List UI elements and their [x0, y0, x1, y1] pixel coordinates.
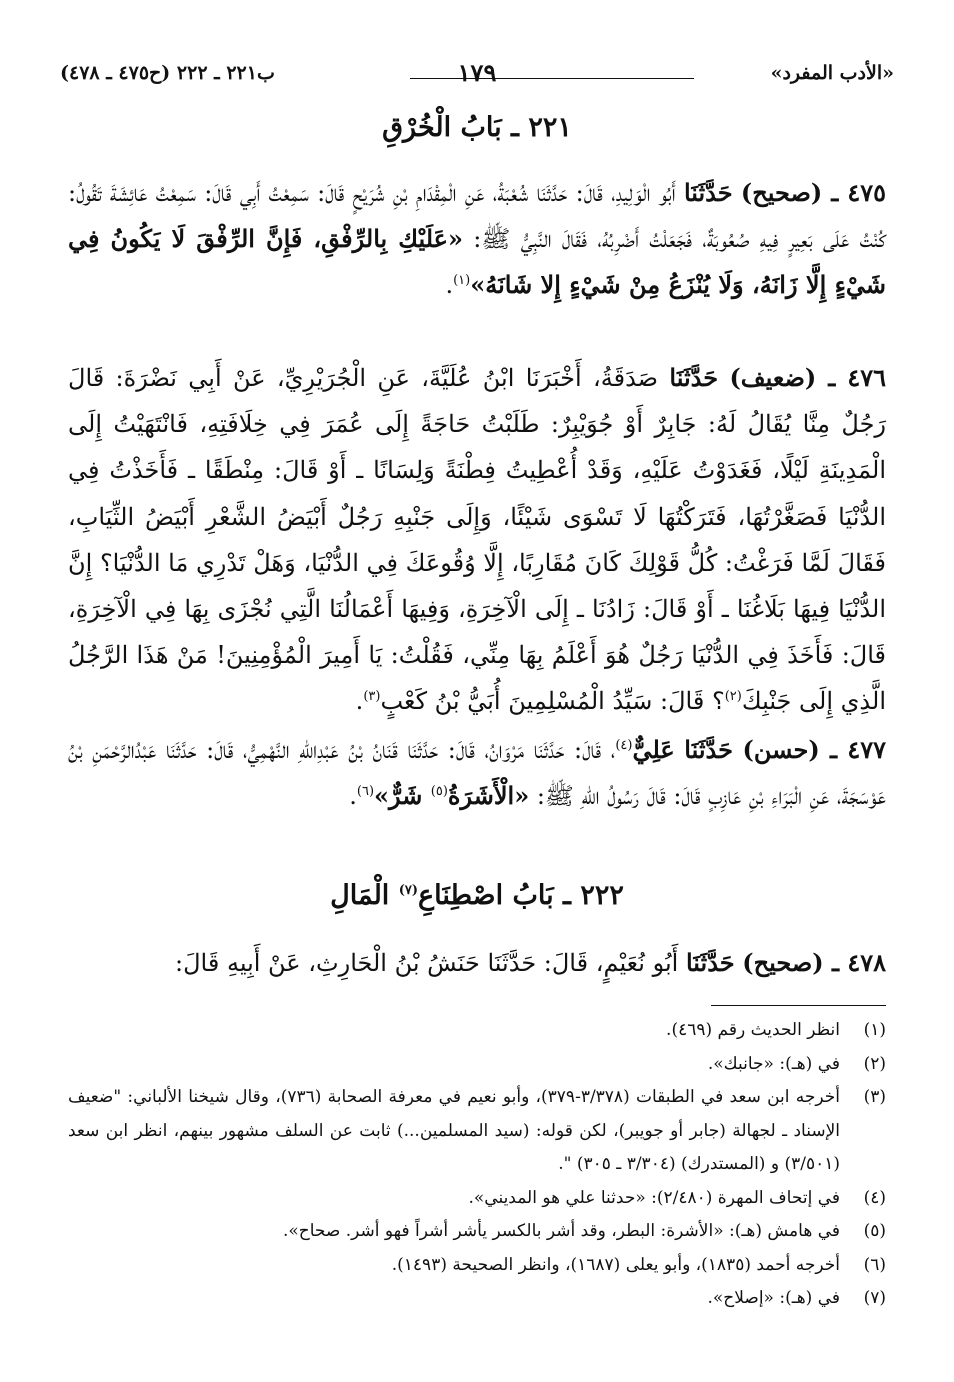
chapter-title-a: ٢٢٢ ـ بَابُ اصْطِنَاعِ: [418, 880, 624, 911]
footnote-text: في إتحاف المهرة (٢/٤٨٠): «حدثنا علي هو المديني».: [468, 1187, 840, 1208]
header-rule-left: [410, 78, 570, 79]
chapter-title-221: ٢٢١ ـ بَابُ الْخُرْقِ: [382, 112, 572, 143]
footnote: [68, 1014, 886, 1048]
footnote-number: (٢): [863, 1053, 886, 1074]
hadith-478: [68, 940, 886, 986]
footnote-number: (٣): [863, 1087, 886, 1107]
hadith-end: .: [355, 687, 364, 716]
hadith-end: .: [445, 271, 454, 300]
header-ref: ب٢٢١ ـ ٢٢٢ (ح٤٧٥ ـ ٤٧٨): [60, 62, 275, 84]
footnote-text: أخرجه أحمد (١٨٣٥)، وأبو يعلى (١٦٨٧)، وانظر الصحيحة (١٤٩٣).: [391, 1254, 840, 1275]
footnote-number: (١): [863, 1020, 886, 1040]
hadith-477: [68, 727, 886, 819]
chapter-title-b: الْمَالِ: [330, 880, 399, 911]
footnote-separator: [711, 1005, 886, 1006]
haddathana: حَدَّثَنَا: [669, 363, 719, 392]
hadith-text: أَبُو نُعَيْمٍ، قَالَ: حَدَّثَنَا حَنَشُ بْنُ الْحَارِثِ، عَنْ أَبِيهِ قَالَ:: [175, 949, 679, 977]
haddathana: حَدَّثَنَا: [684, 735, 733, 764]
footnotes: [68, 1014, 886, 1316]
running-header: [60, 58, 894, 92]
footnote: [68, 1215, 886, 1249]
hadith-grade: ٤٧٥ ـ (صحيح): [740, 178, 886, 207]
footnote-ref-6: (٦): [356, 784, 375, 800]
hadith-476: [68, 355, 886, 725]
footnote-number: (٦): [863, 1254, 886, 1275]
chapter-title-222: [60, 880, 894, 911]
footnote-text: في (هـ): «جانبك».: [707, 1053, 840, 1074]
footnote-ref-3: (٣): [363, 689, 381, 705]
hadith-quote-2: شَرٌّ»: [374, 781, 431, 811]
hadith-475: [68, 170, 886, 309]
footnote-text: أخرجه ابن سعد في الطبقات (٣/٣٧٨-٣٧٩)، وأبو نعيم في معرفة الصحابة (٧٣٦)، وقال شيخنا الألباني: "ضعيف الإسناد ـ لجهالة (جابر أو جويبر)، لكن قوله: (سيد المسلمين...) ثابت عن السلف مشهور بينهم، انظر ابن سعد (٣/٥٠١) و (المستدرك) (٣/٣٠٤ ـ ٣٠٥) ".: [68, 1087, 840, 1174]
footnote-text: في (هـ): «إصلاح».: [707, 1288, 840, 1308]
footnote: [68, 1249, 886, 1283]
hadith-grade: ٤٧٨ ـ (صحيح): [742, 948, 886, 977]
haddathana: حَدَّثَنَا: [685, 948, 735, 977]
footnote: [68, 1048, 886, 1082]
hadith-text-2: ؟ قَالَ: سَيِّدُ الْمُسْلِمِينَ أُبَيُّ بْنُ كَعْبٍ: [380, 687, 725, 716]
hadith-quote: «عَلَيْكِ بِالرِّفْقِ، فَإِنَّ الرِّفْقَ لَا يَكُونُ فِي شَيْءٍ إِلَّا زَانَهُ، وَلَا يُنْزَعُ مِنْ شَيْءٍ إِلا شَانَهُ»: [68, 224, 886, 300]
footnote: [68, 1182, 886, 1216]
footnote-ref-2: (٢): [724, 689, 742, 705]
footnote-text: انظر الحديث رقم (٤٦٩).: [666, 1020, 840, 1040]
page-number: ١٧٩: [457, 58, 497, 87]
footnote-text: في هامش (هـ): «الأشرة: البطر، وقد أشر بالكسر يأشر أشراً فهو أشر. صحاح».: [282, 1221, 840, 1241]
hadith-grade: ٤٧٧ ـ (حسن): [742, 735, 886, 764]
hadith-text: أَبُو الْوَلِيدِ، قَالَ: حَدَّثَنَا شُعْبَةُ، عَنِ الْمِقْدَامِ بْنِ شُرَيْحٍ قَالَ: سَمِعْتُ أَبِي قَالَ: سَمِعْتُ عَائِشَةَ تَقُولُ: كُنْتُ عَلَى بَعِيرٍ فِيهِ صُعُوبَةٌ، فَجَعَلْتُ أَضْرِبُهُ، فَقَالَ النَّبِيُّ ﷺ:: [68, 179, 886, 254]
hadith-quote-1: «الْأَشَرَةُ: [447, 781, 530, 811]
footnote-number: (٥): [863, 1221, 886, 1241]
narrator-name: عَلِيٌّ: [632, 735, 675, 764]
hadith-text: ، قَالَ: حَدَّثَنَا مَرْوَانُ، قَالَ: حَدَّثَنَا قَنَانُ بْنُ عَبْدِاللهِ النَّهْمِيُّ، قَالَ: حَدَّثَنَا عَبْدُالرَّحْمَنِ بْنُ عَوْسَجَةَ، عَنِ الْبَرَاءِ بْنِ عَازِبٍ قَالَ: قَالَ رَسُولُ اللهِ ﷺ:: [68, 736, 886, 811]
footnote-number: (٤): [863, 1187, 886, 1208]
hadith-text: صَدَقَةُ، أَخْبَرَنَا ابْنُ عُلَيَّةَ، عَنِ الْجُرَيْرِيِّ، عَنْ أَبِي نَضْرَةَ: قَالَ رَجُلٌ مِنَّا يُقَالُ لَهُ: جَابِرٌ أَوْ جُوَيْبِرٌ: طَلَبْتُ حَاجَةً إِلَى عُمَرَ فِي خِلَافَتِهِ، فَانْتَهَيْتُ إِلَى الْمَدِينَةِ لَيْلًا، فَغَدَوْتُ عَلَيْهِ، وَقَدْ أُعْطِيتُ فِطْنَةً وَلِسَانًا ـ أَوْ قَالَ: مِنْطَقًا ـ فَأَخَذْتُ فِي الدُّنْيَا فَصَغَّرْتُهَا، فَتَرَكْتُهَا لَا تَسْوَى شَيْئًا، وَإِلَى جَنْبِهِ رَجُلٌ أَبْيَضُ الشَّعْرِ أَبْيَضُ الثِّيَابِ، فَقَالَ لَمَّا فَرَغْتُ: كُلُّ قَوْلِكَ كَانَ مُقَارِبًا، إِلَّا وُقُوعَكَ فِي الدُّنْيَا، وَهَلْ تَدْرِي مَا الدُّنْيَا؟ إِنَّ الدُّنْيَا فِيهَا بَلَاغُنَا ـ أَوْ قَالَ: زَادُنَا ـ إِلَى الْآخِرَةِ، وَفِيهَا أَعْمَالُنَا الَّتِي نُجْزَى بِهَا فِي الْآخِرَةِ، قَالَ: فَأَخَذَ فِي الدُّنْيَا رَجُلٌ هُوَ أَعْلَمُ بِهَا مِنِّي، فَقُلْتُ: يَا أَمِيرَ الْمُؤْمِنِينَ! مَنْ هَذَا الرَّجُلُ الَّذِي إِلَى جَنْبِكَ: [68, 364, 886, 716]
hadith-end: .: [349, 782, 357, 811]
footnote-ref-5: (٥): [430, 784, 448, 800]
haddathana: حَدَّثَنَا: [683, 178, 733, 207]
header-book-title: «الأدب المفرد»: [770, 62, 894, 84]
footnote-ref-1: (١): [453, 273, 471, 289]
footnote-number: (٧): [863, 1288, 886, 1308]
footnote-ref-4: (٤): [615, 738, 633, 753]
footnote: [68, 1282, 886, 1316]
footnote: [68, 1081, 886, 1182]
footnote-ref-7: (٧): [398, 883, 419, 898]
hadith-grade: ٤٧٦ ـ (ضعيف): [729, 363, 887, 392]
